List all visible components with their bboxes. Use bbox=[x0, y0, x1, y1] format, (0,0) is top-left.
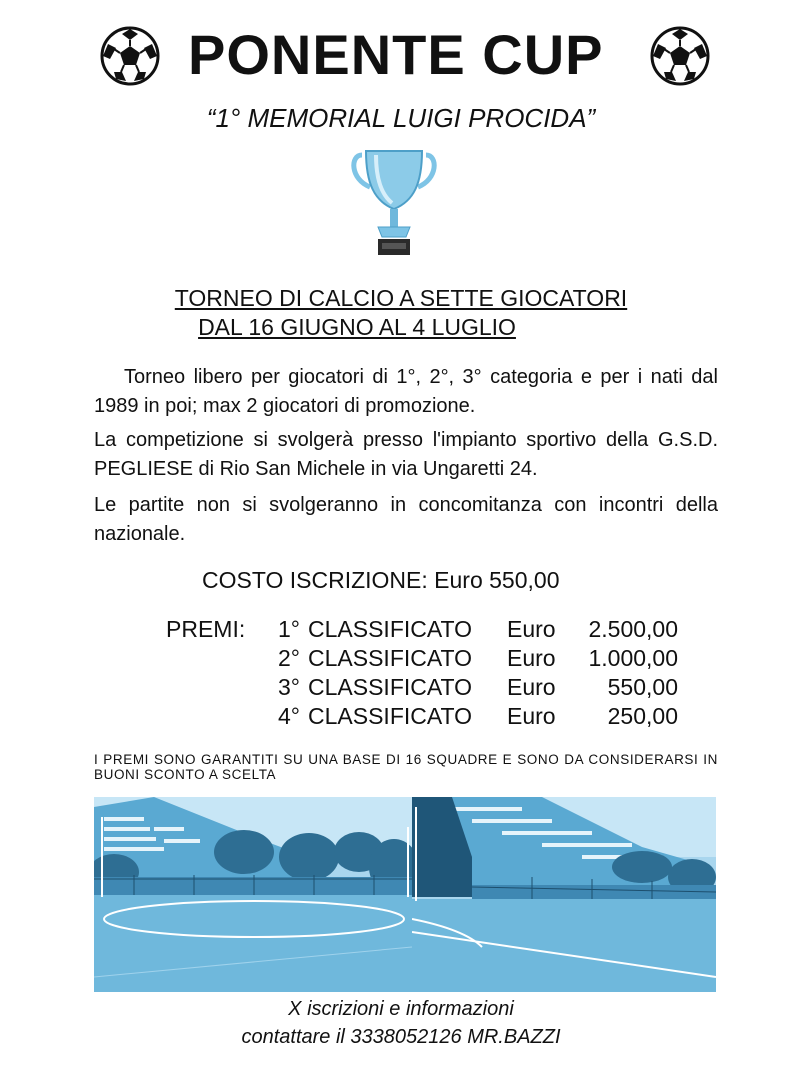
prize-row bbox=[278, 645, 678, 674]
subtitle: “1° MEMORIAL LUIGI PROCIDA” bbox=[206, 103, 596, 133]
prize-label: CLASSIFICATO bbox=[308, 645, 473, 671]
prize-label: CLASSIFICATO bbox=[308, 674, 473, 700]
paragraph-rules: Torneo libero per giocatori di 1°, 2°, 3° categoria e per i nati dal 1989 in poi; max 2 giocatori di promozione. bbox=[94, 366, 718, 417]
prize-position: 3° bbox=[278, 674, 300, 700]
prize-amount: 550,00 bbox=[607, 674, 678, 700]
soccer-ball-icon bbox=[100, 26, 160, 86]
page-title: PONENTE CUP bbox=[188, 23, 604, 86]
footer-contact: contattare il 3338052126 MR.BAZZI bbox=[241, 1026, 561, 1048]
cost-label: COSTO ISCRIZIONE: bbox=[202, 567, 428, 593]
prize-label: CLASSIFICATO bbox=[308, 703, 473, 729]
prize-amount: 2.500,00 bbox=[588, 616, 678, 642]
prize-currency: Euro bbox=[507, 616, 556, 642]
title-row bbox=[0, 0, 802, 100]
prize-amount: 1.000,00 bbox=[588, 645, 678, 671]
field-photo-right bbox=[412, 797, 716, 992]
footer-info: X iscrizioni e informazioni bbox=[288, 998, 514, 1020]
prize-row bbox=[278, 703, 678, 732]
prize-label: CLASSIFICATO bbox=[308, 616, 473, 642]
cost-value: Euro 550,00 bbox=[434, 567, 560, 593]
tournament-headline: TORNEO DI CALCIO A SETTE GIOCATORI bbox=[174, 285, 628, 311]
field-photo-left bbox=[94, 797, 412, 992]
soccer-ball-icon bbox=[650, 26, 710, 86]
prize-currency: Euro bbox=[507, 703, 556, 729]
prize-position: 2° bbox=[278, 645, 300, 671]
paragraph-schedule: Le partite non si svolgeranno in concomitanza con incontri della nazionale. bbox=[94, 494, 718, 545]
prize-position: 1° bbox=[278, 616, 300, 642]
prize-position: 4° bbox=[278, 703, 300, 729]
prizes-label: PREMI: bbox=[166, 616, 246, 642]
prize-note: I PREMI SONO GARANTITI SU UNA BASE DI 16 SQUADRE E SONO DA CONSIDERARSI IN BUONI SCONTO A SCELTA bbox=[94, 752, 718, 782]
registration-cost bbox=[202, 567, 560, 594]
prize-row bbox=[278, 616, 678, 645]
prize-amount: 250,00 bbox=[607, 703, 678, 729]
paragraph-venue: La competizione si svolgerà presso l'impianto sportivo della G.S.D. PEGLIESE di Rio San Michele in via Ungaretti 24. bbox=[94, 429, 718, 480]
prize-currency: Euro bbox=[507, 645, 556, 671]
prize-row bbox=[278, 674, 678, 703]
prize-currency: Euro bbox=[507, 674, 556, 700]
trophy-icon bbox=[348, 143, 440, 261]
tournament-dates: DAL 16 GIUGNO AL 4 LUGLIO bbox=[198, 314, 516, 340]
